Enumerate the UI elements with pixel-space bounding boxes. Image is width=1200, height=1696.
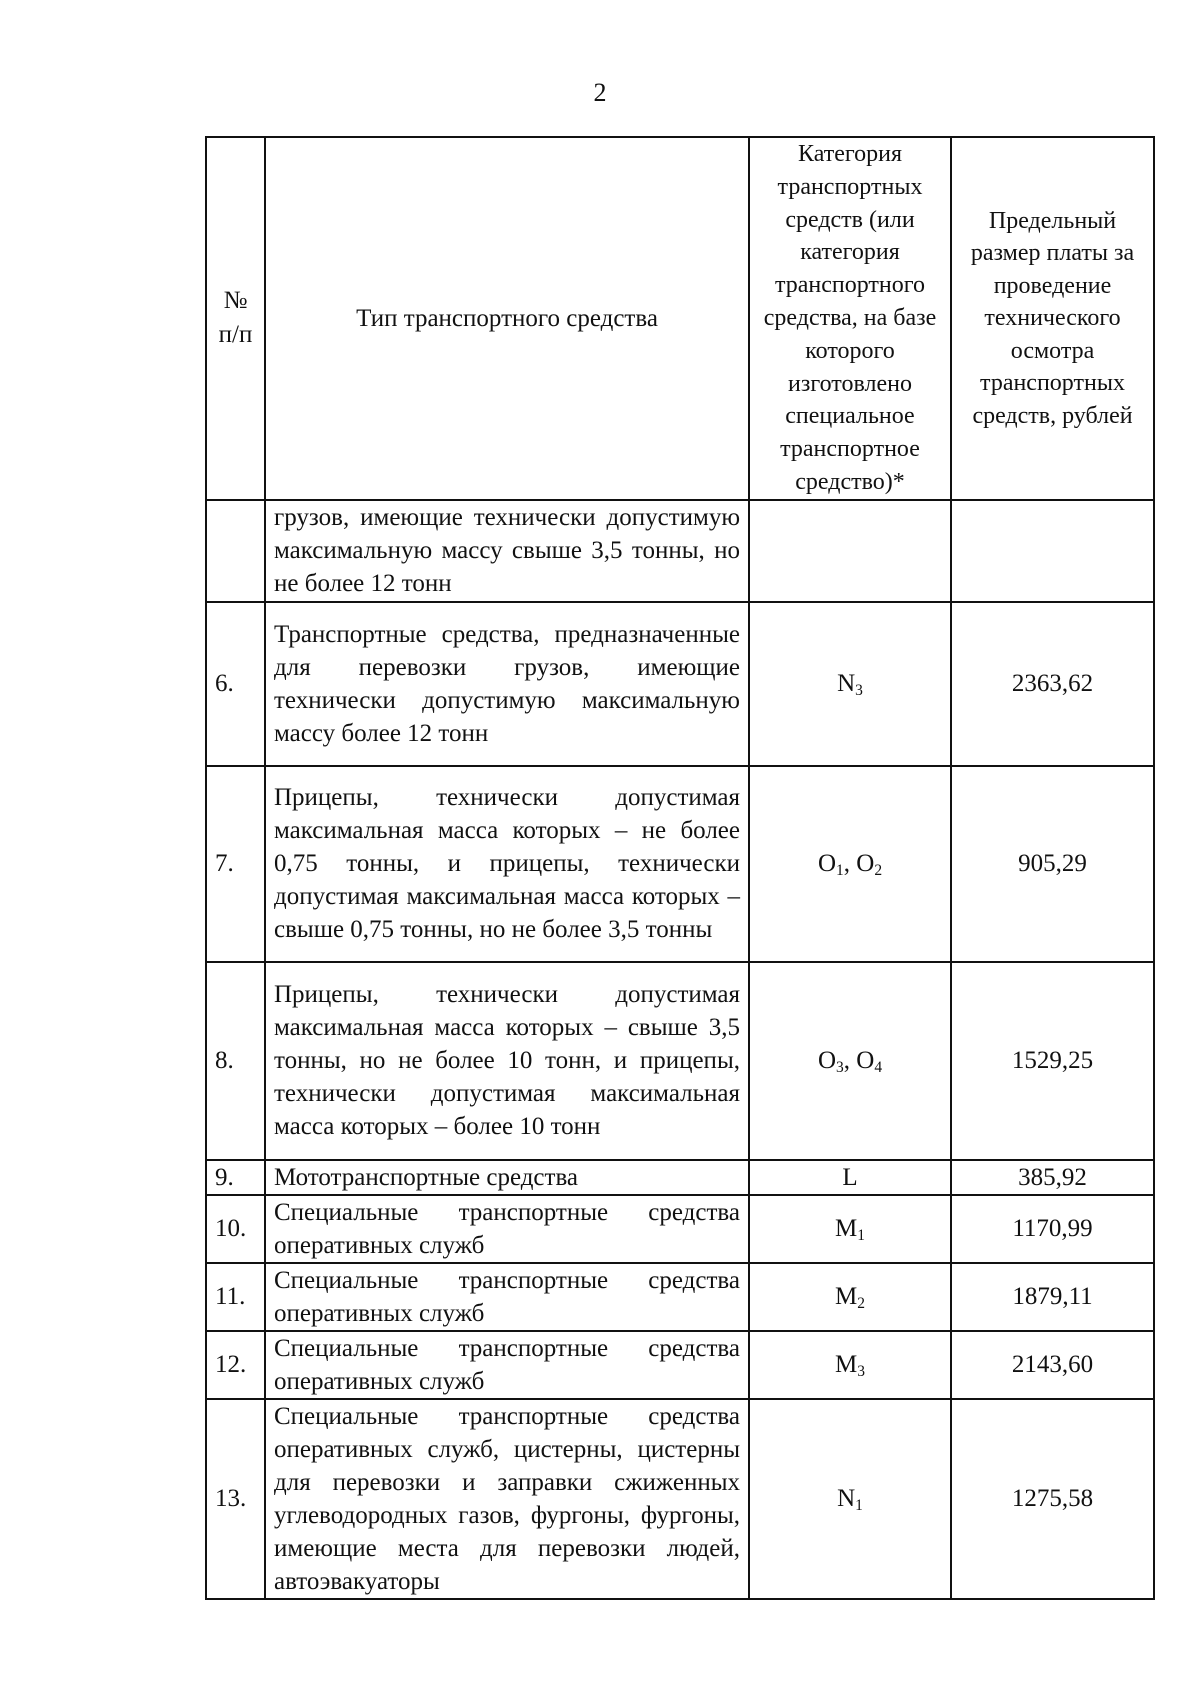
table-row <box>206 962 1154 1160</box>
row-number: 7. <box>206 766 265 962</box>
row-vehicle-type: Специальные транспортные средства оперативных служб <box>265 1263 749 1331</box>
table-row <box>206 602 1154 766</box>
row-vehicle-type: Специальные транспортные средства оперативных служб, цистерны, цистерны для перевозки и заправки сжиженных углеводородных газов, фургоны, фургоны, имеющие места для перевозки людей, автоэвакуаторы <box>265 1399 749 1599</box>
header-vehicle-type: Тип транспортного средства <box>265 137 749 500</box>
row-fee: 905,29 <box>951 766 1154 962</box>
table-row <box>206 1263 1154 1331</box>
table-row <box>206 500 1154 602</box>
row-vehicle-type: Прицепы, технически допустимая максимальная масса которых – не более 0,75 тонны, и прицепы, технически допустимая максимальная масса которых – свыше 0,75 тонны, но не более 3,5 тонны <box>265 766 749 962</box>
row-category: $N_1$ <box>749 1399 951 1599</box>
row-number: 9. <box>206 1160 265 1195</box>
header-max-fee: Предельный размер платы за проведение технического осмотра транспортных средств, рублей <box>951 137 1154 500</box>
row-category <box>749 500 951 602</box>
table-row <box>206 1399 1154 1599</box>
row-fee: 2143,60 <box>951 1331 1154 1399</box>
row-category: $N_3$ <box>749 602 951 766</box>
row-category: $O_1$, $O_2$ <box>749 766 951 962</box>
row-fee: 1879,11 <box>951 1263 1154 1331</box>
table-row <box>206 1160 1154 1195</box>
table-header-row <box>206 137 1154 500</box>
row-vehicle-type: Транспортные средства, предназначенные для перевозки грузов, имеющие технически допустимую максимальную массу более 12 тонн <box>265 602 749 766</box>
row-vehicle-type: Прицепы, технически допустимая максимальная масса которых – свыше 3,5 тонны, но не более 10 тонн, и прицепы, технически допустимая максимальная масса которых – более 10 тонн <box>265 962 749 1160</box>
row-fee: 1275,58 <box>951 1399 1154 1599</box>
row-fee: 1529,25 <box>951 962 1154 1160</box>
inspection-fee-table <box>205 136 1155 1600</box>
page-number: 2 <box>593 78 607 107</box>
row-number: 12. <box>206 1331 265 1399</box>
header-category: Категория транспортных средств (или категория транспортного средства, на базе которого изготовлено специальное транспортное средство)* <box>749 137 951 500</box>
row-category: $M_2$ <box>749 1263 951 1331</box>
row-vehicle-type: Специальные транспортные средства оперативных служб <box>265 1331 749 1399</box>
table-row <box>206 1195 1154 1263</box>
row-fee: 2363,62 <box>951 602 1154 766</box>
row-number: 13. <box>206 1399 265 1599</box>
row-vehicle-type: Специальные транспортные средства оперативных служб <box>265 1195 749 1263</box>
row-category: $M_1$ <box>749 1195 951 1263</box>
row-fee <box>951 500 1154 602</box>
row-number <box>206 500 265 602</box>
row-fee: 385,92 <box>951 1160 1154 1195</box>
row-vehicle-type: грузов, имеющие технически допустимую максимальную массу свыше 3,5 тонны, но не более 12 тонн <box>265 500 749 602</box>
row-category: $M_3$ <box>749 1331 951 1399</box>
row-fee: 1170,99 <box>951 1195 1154 1263</box>
row-category: L <box>749 1160 951 1195</box>
row-number: 6. <box>206 602 265 766</box>
row-number: 11. <box>206 1263 265 1331</box>
header-number: № п/п <box>206 137 265 500</box>
row-number: 8. <box>206 962 265 1160</box>
row-vehicle-type: Мототранспортные средства <box>265 1160 749 1195</box>
table-row <box>206 766 1154 962</box>
row-number: 10. <box>206 1195 265 1263</box>
table-row <box>206 1331 1154 1399</box>
row-category: $O_3$, $O_4$ <box>749 962 951 1160</box>
